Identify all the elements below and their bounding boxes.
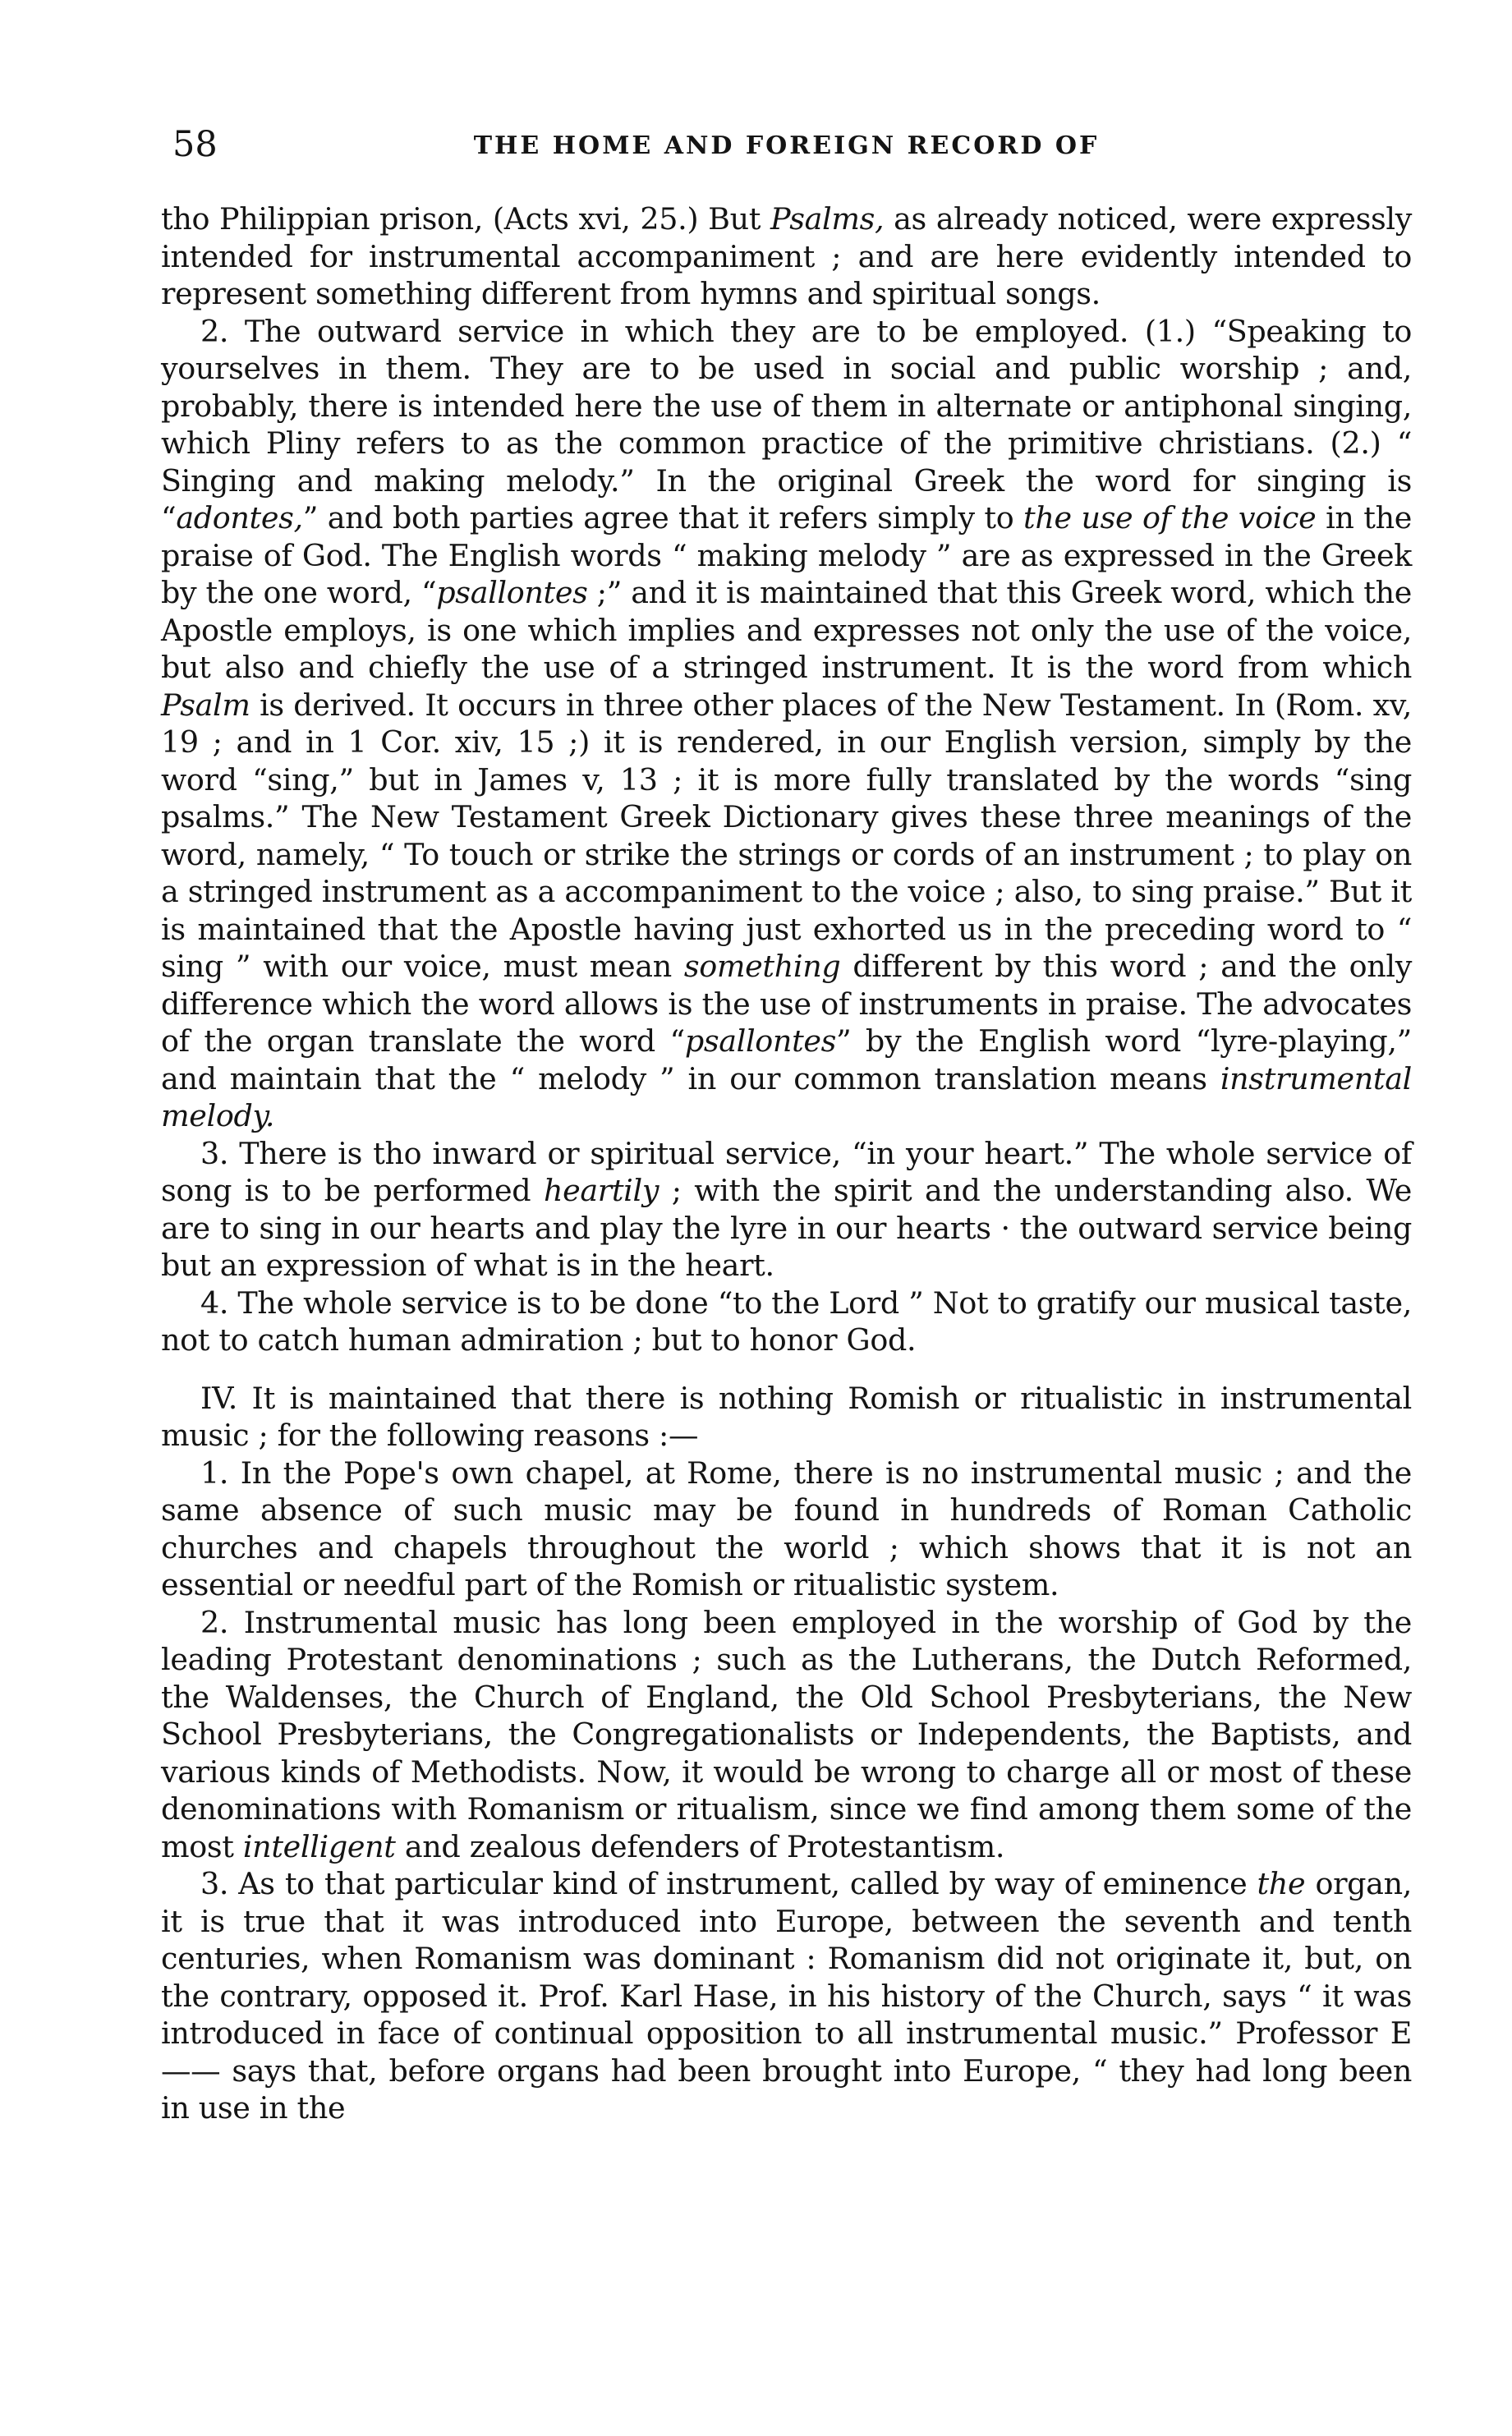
paragraph-8	[161, 1865, 1412, 2127]
text-run: tho Philippian prison, (Acts xvi, 25.) But	[161, 201, 771, 237]
page-header	[161, 123, 1412, 172]
italic-text: intelligent	[242, 1828, 396, 1864]
italic-text: the use of the voice	[1023, 500, 1317, 535]
paragraph-4	[161, 1285, 1412, 1359]
text-run: 1. In the Pope's own chapel, at Rome, there is no instrumental music ; and the same absence of such music may be found in hundreds of Roman Catholic churches and chapels throughout the world ; which shows that it is not an essential or needful part of the Romish or ritualistic system.	[161, 1455, 1412, 1602]
text-run: is derived. It occurs in three other places of the New Testament. In (Rom. xv, 19 ; and in 1 Cor. xiv, 15 ;) it is rendered, in our English version, simply by the word “sing,” but in James v, 13 ; it is more fully translated by the words “sing psalms.” The New Testament Greek Dictionary gives these three meanings of the word, namely, “ To touch or strike the strings or cords of an instrument ; to play on a stringed instrument as a accompaniment to the voice ; also, to sing praise.” But it is maintained that the Apostle having just exhorted us in the preceding word to “ sing ” with our voice, must mean	[161, 687, 1412, 984]
text-run: and zealous defenders of Protestantism.	[395, 1828, 1005, 1864]
italic-text: Psalms,	[770, 201, 885, 237]
text-run: 2. Instrumental music has long been employed in the worship of God by the leading Protestant denominations ; such as the Lutherans, the Dutch Reformed, the Waldenses, the Church of England, the Old School Presbyterians, the New School Presbyterians, the Congregationalists or Independents, the Baptists, and various kinds of Methodists. Now, it would be wrong to charge all or most of these denominations with Romanism or ritualism, since we find among them some of the most	[161, 1604, 1412, 1864]
italic-text: Psalm	[161, 687, 250, 723]
text-run: ” by the English word “lyre-playing,” and maintain that the “ melody ” in our common translation means	[161, 1023, 1412, 1096]
text-run: organ, it is true that it was introduced into Europe, between the seventh and tenth centuries, when Romanism was dominant : Romanism did not originate it, but, on the contrary, opposed it. Prof. Karl Hase, in his history of the Church, says “ it was introduced in face of continual opposition to all instrumental music.” Professor E—— says that, before organs had been brought into Europe, “ they had long been in use in the	[161, 1866, 1413, 2126]
text-run: 3. As to that particular kind of instrument, called by way of eminence	[200, 1866, 1257, 1901]
italic-text: something	[683, 949, 841, 984]
text-run: different by this word ; and the only difference which the word allows is the use of instruments in praise. The advocates of the organ translate the word “	[161, 949, 1412, 1059]
paragraph-2	[161, 313, 1412, 1135]
italic-text: psallontes	[684, 1023, 837, 1059]
italic-text: the	[1257, 1866, 1306, 1901]
section-iv-intro	[161, 1380, 1412, 1455]
paragraph-3	[161, 1135, 1412, 1285]
book-page	[161, 123, 1412, 2406]
italic-text: heartily	[543, 1173, 659, 1208]
paragraph-7	[161, 1604, 1412, 1866]
text-run: IV. It is maintained that there is nothing Romish or ritualistic in instrumental music ; for the following reasons :—	[161, 1380, 1412, 1453]
page-body	[161, 200, 1412, 2127]
page-number: 58	[172, 124, 218, 165]
text-run: 3. There is tho inward or spiritual service, “in your heart.” The whole service of song is to be performed	[161, 1135, 1412, 1208]
text-run: 4. The whole service is to be done “to the Lord ” Not to gratify our musical taste, not to catch human admiration ; but to honor God.	[161, 1285, 1412, 1358]
italic-text: instrumental melody.	[161, 1060, 1412, 1133]
text-run: ” and both parties agree that it refers simply to	[302, 500, 1024, 535]
text-run: as already noticed, were expressly intended for instrumental accompaniment ; and are here evidently intended to represent something different from hymns and spiritual songs.	[161, 201, 1412, 311]
text-run: 2. The outward service in which they are to be employed. (1.) “Speaking to yourselves in them. They are to be used in social and public worship ; and, probably, there is intended here the use of them in alternate or antiphonal singing, which Pliny refers to as the common practice of the primitive christians. (2.) “ Singing and making melody.” In the original Greek the word for singing is “	[161, 313, 1412, 535]
text-run: in the praise of God. The English words “ making melody ” are as expressed in the Greek by the one word, “	[161, 500, 1412, 610]
paragraph-1	[161, 200, 1412, 313]
italic-text: psallontes	[436, 575, 588, 610]
paragraph-6	[161, 1455, 1412, 1604]
text-run: ;” and it is maintained that this Greek word, which the Apostle employs, is one which implies and expresses not only the use of the voice, but also and chiefly the use of a stringed instrument. It is the word from which	[161, 575, 1412, 685]
italic-text: adontes,	[176, 500, 303, 535]
text-run: ; with the spirit and the understanding also. We are to sing in our hearts and play the lyre in our hearts · the outward service being but an expression of what is in the heart.	[161, 1173, 1412, 1283]
running-title: THE HOME AND FOREIGN RECORD OF	[473, 131, 1100, 160]
